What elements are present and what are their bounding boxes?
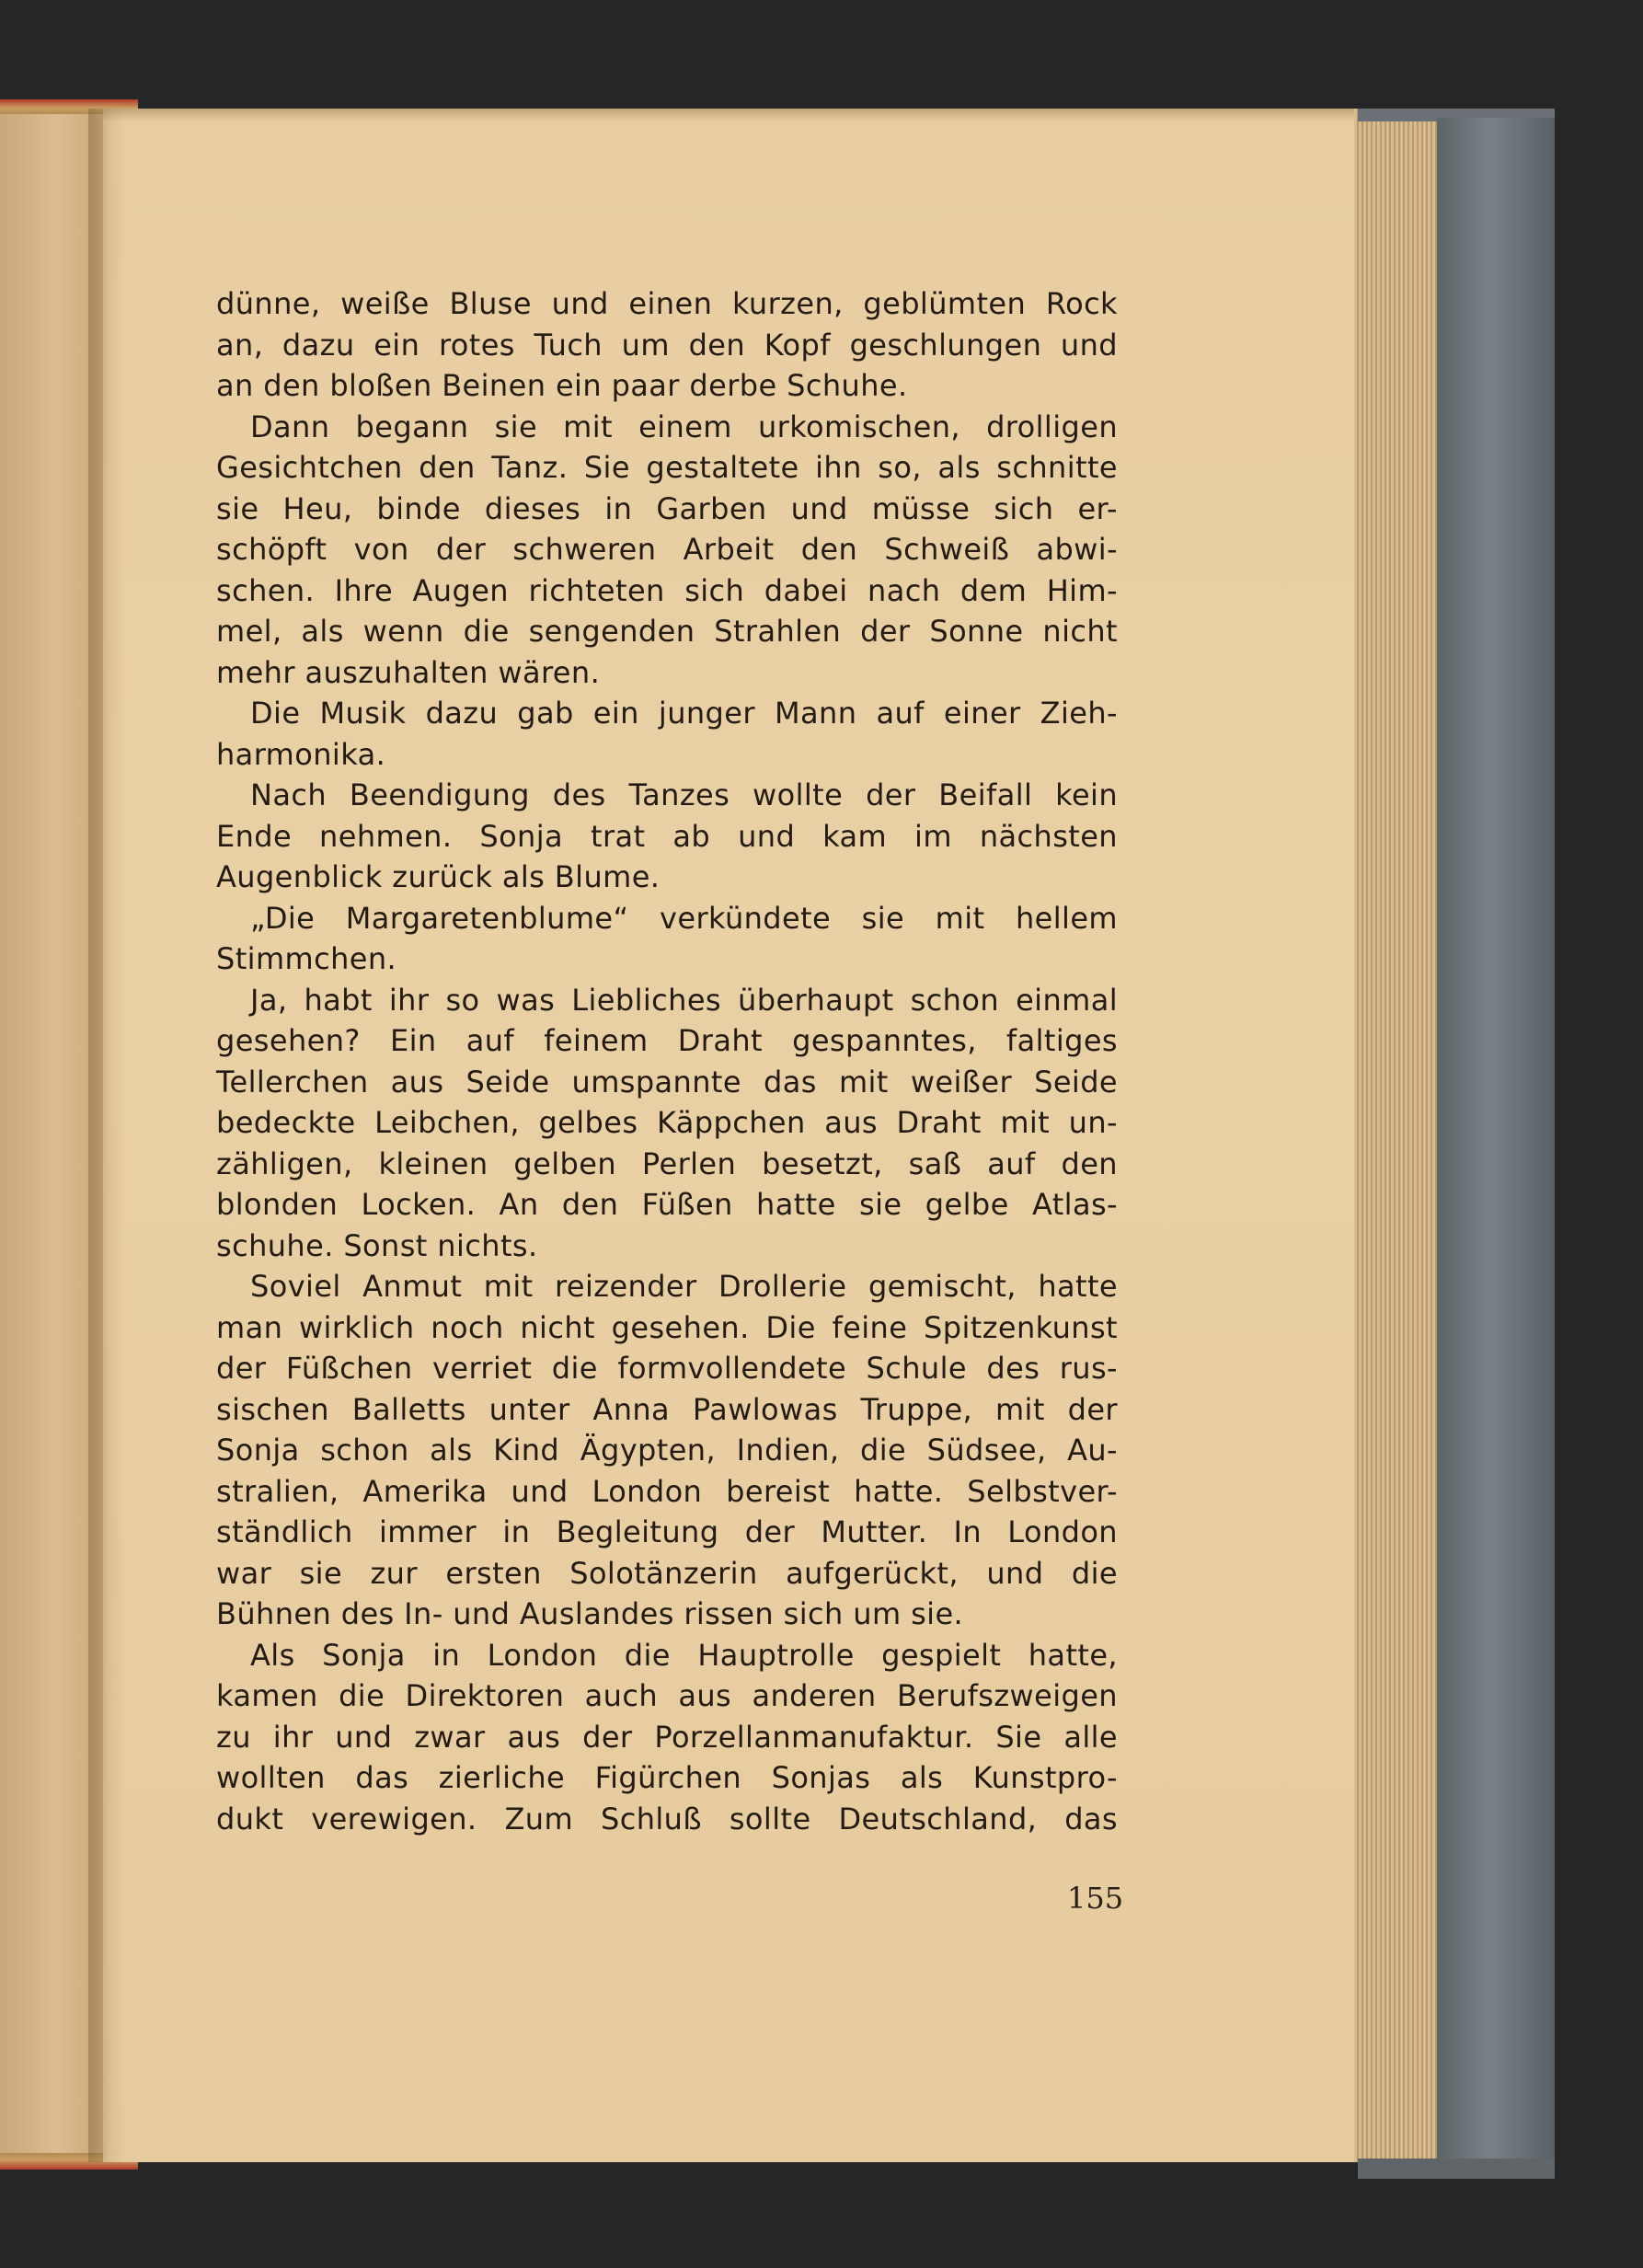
text-line: bedeckte Leibchen, gelbes Käppchen aus Draht mit un-: [216, 1105, 1118, 1140]
text-line: blonden Locken. An den Füßen hatte sie gelbe Atlas-: [216, 1187, 1118, 1222]
page-top-shadow: [103, 109, 1354, 121]
text-line: wollten das zierliche Figürchen Sonjas als Kunstpro-: [216, 1760, 1118, 1795]
page-number: 155: [1067, 1881, 1124, 1916]
book-gutter: [88, 109, 125, 2162]
text-line: zähligen, kleinen gelben Perlen besetzt, saß auf den: [216, 1146, 1118, 1181]
text-line: schen. Ihre Augen richteten sich dabei nach dem Him-: [216, 572, 1118, 608]
text-line: kamen die Direktoren auch aus anderen Berufszweigen: [216, 1678, 1118, 1713]
text-line: mel, als wenn die sengenden Strahlen der Sonne nicht: [216, 614, 1118, 649]
text-line: Ja, habt ihr so was Liebliches überhaupt schon einmal: [250, 982, 1118, 1018]
page-stack-edges: [1354, 109, 1437, 2162]
text-line: Nach Beendigung des Tanzes wollte der Beifall kein: [250, 777, 1118, 812]
text-line: Stimmchen.: [216, 941, 397, 976]
text-line: sischen Balletts unter Anna Pawlowas Truppe, mit der: [216, 1391, 1118, 1427]
text-line: Tellerchen aus Seide umspannte das mit weißer Seide: [216, 1064, 1118, 1099]
text-line: Bühnen des In- und Auslandes rissen sich um sie.: [216, 1596, 964, 1631]
text-line: an, dazu ein rotes Tuch um den Kopf geschlungen und: [216, 327, 1118, 363]
text-line: Ende nehmen. Sonja trat ab und kam im nächsten: [216, 818, 1118, 854]
text-line: Gesichtchen den Tanz. Sie gestaltete ihn so, als schnitte: [216, 450, 1118, 485]
text-line: schöpft von der schweren Arbeit den Schweiß abwi-: [216, 532, 1118, 567]
text-line: mehr auszuhalten wären.: [216, 654, 601, 690]
text-line: Augenblick zurück als Blume.: [216, 859, 661, 894]
text-line: Sonja schon als Kind Ägypten, Indien, die Südsee, Au-: [216, 1433, 1118, 1468]
text-line: harmonika.: [216, 736, 386, 772]
text-line: Als Sonja in London die Hauptrolle gespielt hatte,: [250, 1637, 1118, 1673]
book-cover: [1437, 118, 1555, 2162]
cover-bottom-edge: [1358, 2159, 1555, 2179]
text-line: sie Heu, binde dieses in Garben und müsse sich er-: [216, 490, 1118, 526]
text-line: man wirklich noch nicht gesehen. Die feine Spitzenkunst: [216, 1309, 1118, 1345]
text-line: zu ihr und zwar aus der Porzellanmanufaktur. Sie alle: [216, 1719, 1118, 1755]
text-line: dünne, weiße Bluse und einen kurzen, geblümten Rock: [216, 286, 1118, 321]
text-line: ständlich immer in Begleitung der Mutter. In London: [216, 1514, 1118, 1549]
text-line: gesehen? Ein auf feinem Draht gespanntes, faltiges: [216, 1023, 1118, 1058]
text-line: schuhe. Sonst nichts.: [216, 1227, 538, 1263]
text-line: der Füßchen verriet die formvollendete Schule des rus-: [216, 1351, 1118, 1386]
text-line: dukt verewigen. Zum Schluß sollte Deutschland, das: [216, 1801, 1118, 1836]
body-text: [216, 283, 1118, 1839]
text-line: Soviel Anmut mit reizender Drollerie gemischt, hatte: [250, 1269, 1118, 1304]
text-line: „Die Margaretenblume“ verkündete sie mit hellem: [250, 900, 1118, 936]
text-line: stralien, Amerika und London bereist hatte. Selbstver-: [216, 1473, 1118, 1509]
text-line: war sie zur ersten Solotänzerin aufgerückt, und die: [216, 1555, 1118, 1591]
text-line: an den bloßen Beinen ein paar derbe Schuhe.: [216, 368, 908, 403]
text-line: Dann begann sie mit einem urkomischen, drolligen: [250, 409, 1118, 444]
text-line: Die Musik dazu gab ein junger Mann auf einer Zieh-: [250, 696, 1118, 731]
